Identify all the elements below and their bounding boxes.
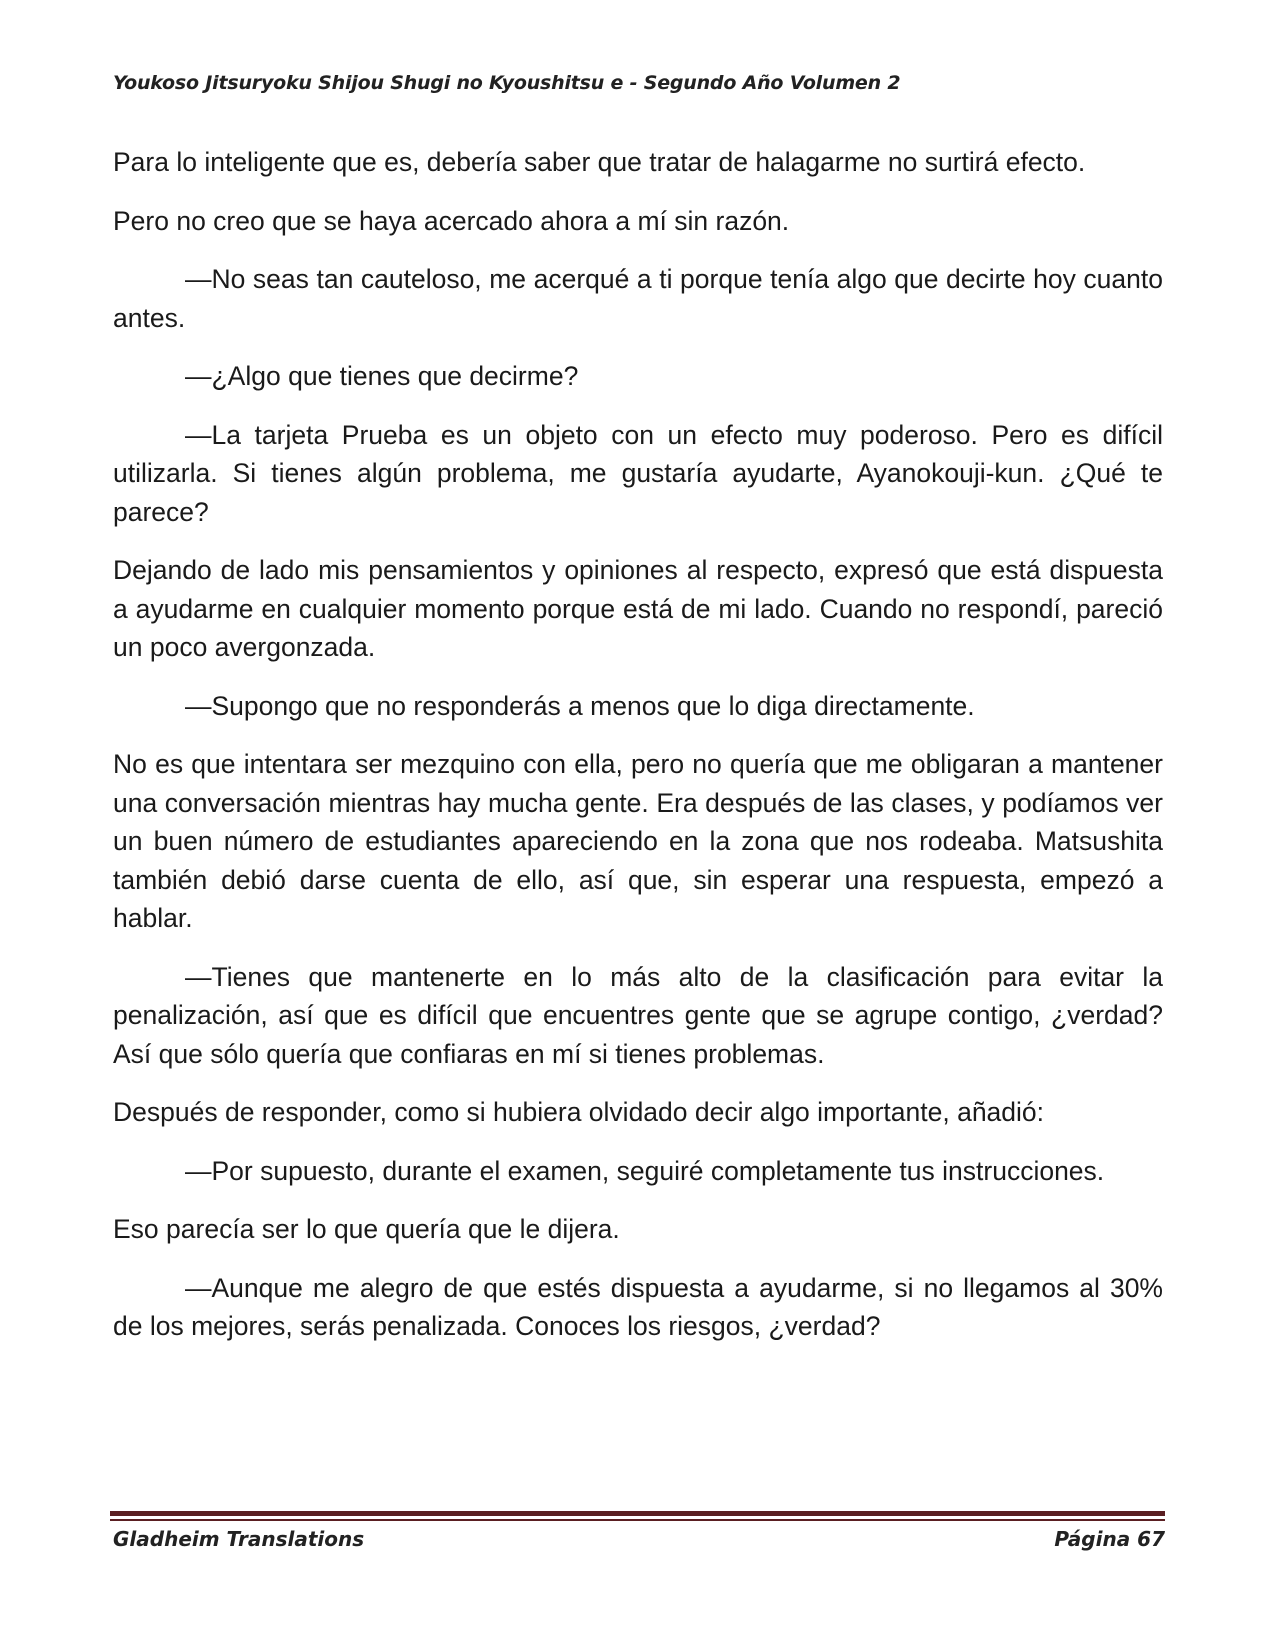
dialogue-paragraph: —Por supuesto, durante el examen, seguiré completamente tus instrucciones. — [185, 1155, 1105, 1186]
dialogue-paragraph: —Tienes que mantenerte en lo más alto de la clasificación para evitar la penalización, así que es difícil que encuentres gente que se agrupe contigo, ¿verdad? Así que sólo quería que confiaras en mí si tienes problemas. — [113, 961, 1163, 1069]
page-header-title: Youkoso Jitsuryoku Shijou Shugi no Kyoushitsu e - Segundo Año Volumen 2 — [113, 72, 901, 94]
footer-divider-thin — [110, 1519, 1165, 1521]
dialogue-paragraph: —Aunque me alegro de que estés dispuesta a ayudarme, si no llegamos al 30% de los mejores, serás penalizada. Conoces los riesgos, ¿verdad? — [113, 1272, 1163, 1341]
footer-translator: Gladheim Translations — [113, 1527, 365, 1551]
paragraph: Eso parecía ser lo que quería que le dijera. — [113, 1214, 620, 1244]
dialogue-paragraph: —No seas tan cauteloso, me acerqué a ti porque tenía algo que decirte hoy cuanto antes. — [113, 264, 1163, 333]
paragraph: No es que intentara ser mezquino con ella, pero no quería que me obligaran a mantener una conversación mientras hay mucha gente. Era después de las clases, y podíamos ver un buen número de estudiantes apareciendo en la zona que nos rodeaba. Matsushita también debió darse cuenta de ello, así que, sin esperar una respuesta, empezó a hablar. — [113, 749, 1163, 933]
paragraph: Después de responder, como si hubiera olvidado decir algo importante, añadió: — [113, 1097, 1045, 1127]
body-text — [113, 143, 1163, 1366]
dialogue-paragraph: —La tarjeta Prueba es un objeto con un efecto muy poderoso. Pero es difícil utilizarla. Si tienes algún problema, me gustaría ayudarte, Ayanokouji-kun. ¿Qué te parece? — [113, 419, 1163, 527]
paragraph: Pero no creo que se haya acercado ahora a mí sin razón. — [113, 205, 790, 236]
paragraph: Para lo inteligente que es, debería saber que tratar de halagarme no surtirá efecto. — [113, 147, 1086, 177]
footer-page-number: Página 67 — [1054, 1527, 1165, 1551]
dialogue-paragraph: —¿Algo que tienes que decirme? — [185, 361, 579, 391]
paragraph: Dejando de lado mis pensamientos y opiniones al respecto, expresó que está dispuesta a ayudarme en cualquier momento porque está de mi lado. Cuando no respondí, pareció un poco avergonzada. — [113, 555, 1163, 662]
footer-divider-thick — [110, 1511, 1165, 1516]
dialogue-paragraph: —Supongo que no responderás a menos que lo diga directamente. — [185, 690, 975, 721]
